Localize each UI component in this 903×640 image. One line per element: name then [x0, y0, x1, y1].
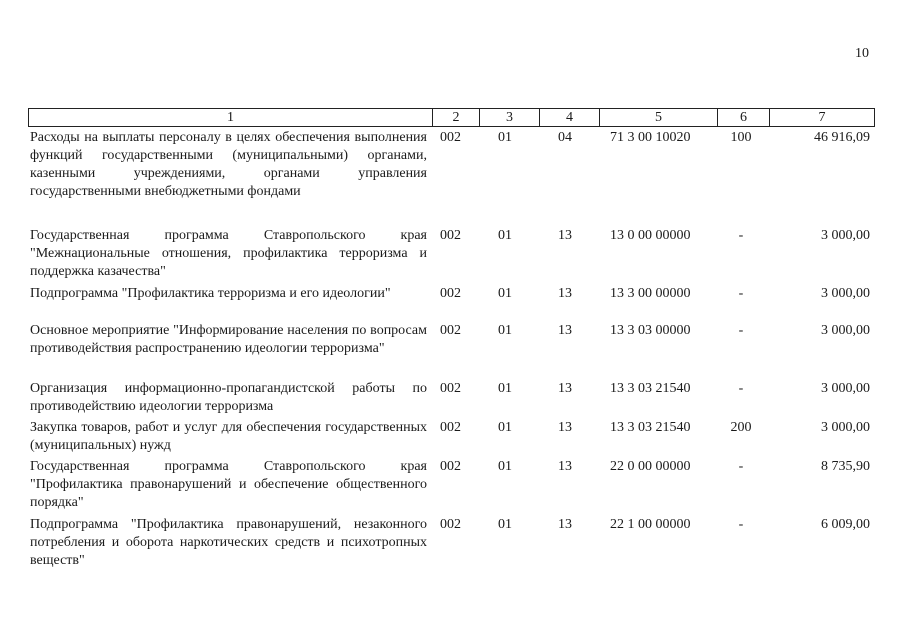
row-col-5: 22 0 00 00000 — [610, 459, 691, 474]
row-col-4: 13 — [558, 420, 572, 435]
row-name: Основное мероприятие "Информирование населения по вопросам противодействия распространению идеологии терроризма" — [30, 323, 427, 356]
row-col-3: 01 — [498, 286, 512, 301]
row-col-4: 13 — [558, 323, 572, 338]
header-col-1: 1 — [227, 110, 234, 125]
row-col-4: 13 — [558, 381, 572, 396]
row-col-7: 3 000,00 — [821, 323, 870, 338]
row-col-2: 002 — [440, 228, 461, 243]
row-col-3: 01 — [498, 420, 512, 435]
row-col-6: - — [738, 517, 744, 532]
row-col-2: 002 — [440, 381, 461, 396]
header-col-3: 3 — [479, 109, 539, 126]
row-col-4: 13 — [558, 286, 572, 301]
table-header — [28, 108, 875, 127]
row-name: Государственная программа Ставропольского края "Профилактика правонарушений и обеспечение общественного порядка" — [30, 459, 427, 510]
header-col-4: 4 — [539, 109, 599, 126]
row-col-5: 71 3 00 10020 — [610, 130, 691, 145]
row-col-6: - — [738, 381, 744, 396]
page-number: 10 — [855, 46, 869, 61]
row-col-5: 13 3 03 21540 — [610, 381, 691, 396]
row-col-3: 01 — [498, 130, 512, 145]
row-col-7: 3 000,00 — [821, 420, 870, 435]
header-col-2: 2 — [432, 109, 479, 126]
row-col-3: 01 — [498, 323, 512, 338]
row-col-4: 13 — [558, 228, 572, 243]
row-name: Закупка товаров, работ и услуг для обеспечения государственных (муниципальных) нужд — [30, 420, 427, 453]
row-name: Подпрограмма "Профилактика правонарушений, незаконного потребления и оборота наркотических средств и психотропных веществ" — [30, 517, 427, 568]
row-col-3: 01 — [498, 381, 512, 396]
row-col-2: 002 — [440, 323, 461, 338]
header-col-7: 7 — [769, 109, 874, 126]
row-col-6: 200 — [730, 420, 752, 435]
row-col-5: 13 3 03 21540 — [610, 420, 691, 435]
row-name: Государственная программа Ставропольского края "Межнациональные отношения, профилактика терроризма и поддержка казачества" — [30, 228, 427, 279]
row-col-6: - — [738, 228, 744, 243]
row-col-6: - — [738, 323, 744, 338]
row-col-4: 13 — [558, 459, 572, 474]
header-col-5: 5 — [599, 109, 717, 126]
row-col-4: 04 — [558, 130, 572, 145]
row-col-7: 46 916,09 — [814, 130, 870, 145]
row-col-6: - — [738, 459, 744, 474]
row-col-3: 01 — [498, 517, 512, 532]
row-col-6: - — [738, 286, 744, 301]
row-col-3: 01 — [498, 228, 512, 243]
row-col-2: 002 — [440, 517, 461, 532]
row-col-4: 13 — [558, 517, 572, 532]
row-col-7: 3 000,00 — [821, 286, 870, 301]
row-col-2: 002 — [440, 420, 461, 435]
row-col-5: 13 3 03 00000 — [610, 323, 691, 338]
row-col-5: 22 1 00 00000 — [610, 517, 691, 532]
row-col-7: 6 009,00 — [821, 517, 870, 532]
row-col-6: 100 — [730, 130, 752, 145]
row-name: Подпрограмма "Профилактика терроризма и его идеологии" — [30, 286, 391, 301]
row-col-7: 3 000,00 — [821, 228, 870, 243]
row-name: Расходы на выплаты персоналу в целях обеспечения выполнения функций государственными (муниципальными) органами, казенными учреждениями, органами управления государственными внебюджетными фондами — [30, 130, 427, 199]
row-col-7: 3 000,00 — [821, 381, 870, 396]
row-col-2: 002 — [440, 130, 461, 145]
row-col-3: 01 — [498, 459, 512, 474]
row-col-5: 13 0 00 00000 — [610, 228, 691, 243]
row-col-2: 002 — [440, 286, 461, 301]
row-col-7: 8 735,90 — [821, 459, 870, 474]
row-col-5: 13 3 00 00000 — [610, 286, 691, 301]
row-col-2: 002 — [440, 459, 461, 474]
header-col-6: 6 — [717, 109, 769, 126]
row-name: Организация информационно-пропагандистской работы по противодействию идеологии терроризма — [30, 381, 427, 414]
